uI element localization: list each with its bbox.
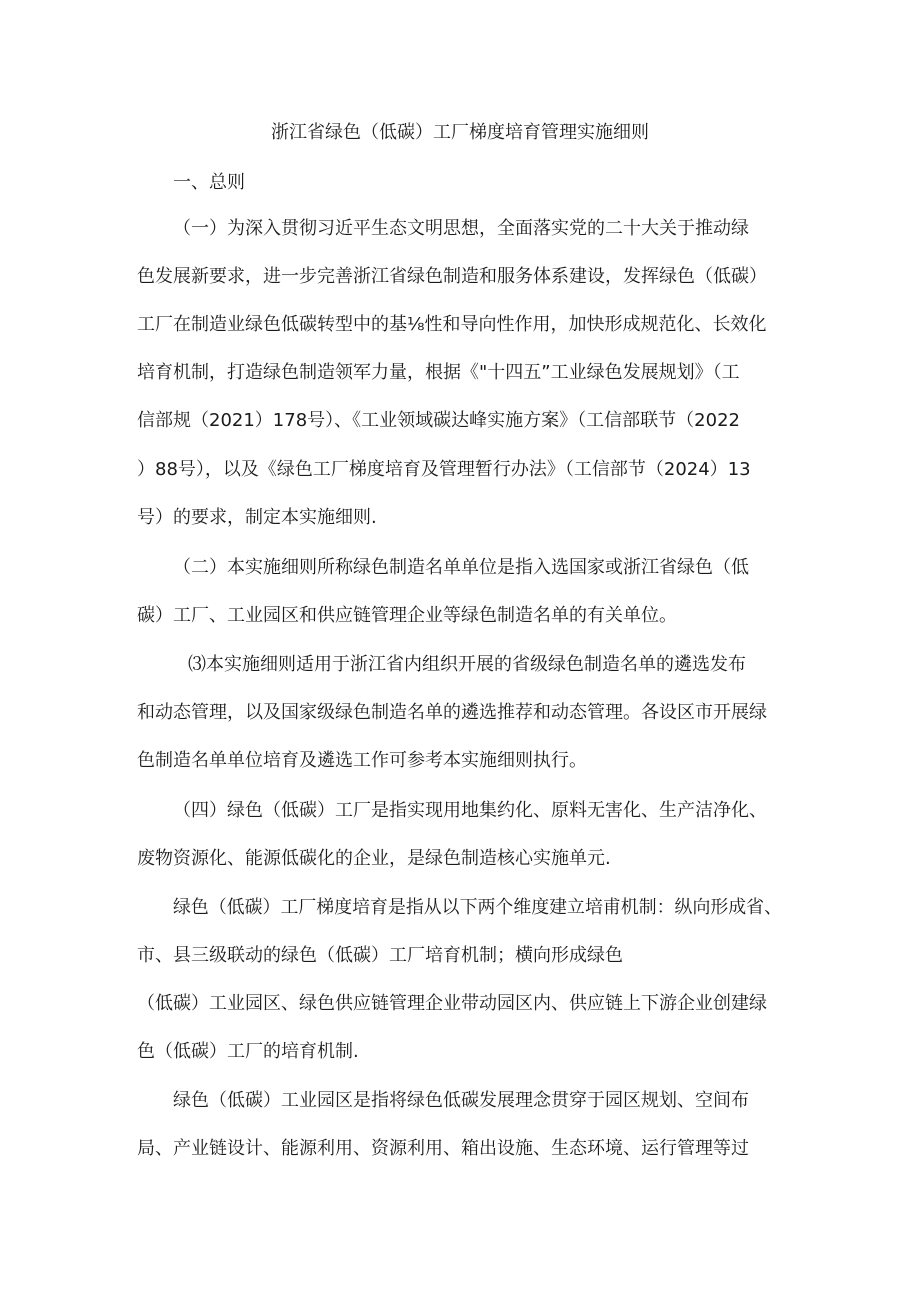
paragraph-line: 碳）工厂、工业园区和供应链管理企业等绿色制造名单的有关单位。 — [137, 605, 677, 626]
section-heading: 一、总则 — [173, 172, 245, 193]
paragraph-line: 绿色（低碳）工厂梯度培育是指从以下两个维度建立培甫机制：纵向形成省、 — [173, 897, 782, 918]
paragraph-line: 色发展新要求，进一步完善浙江省绿色制造和服务体系建设，发挥绿色（低碳） — [137, 266, 767, 287]
paragraph-line: （四）绿色（低碳）工厂是指实现用地集约化、原料无害化、生产洁净化、 — [173, 800, 767, 821]
paragraph-line: 绿色（低碳）工业园区是指将绿色低碳发展理念贯穿于园区规划、空间布 — [173, 1090, 749, 1111]
paragraph-line: 号）的要求，制定本实施细则. — [137, 507, 377, 528]
paragraph-line: 培育机制，打造绿色制造领军力量，根据《"十四五”工业绿色发展规划》（工 — [137, 362, 740, 383]
document-title: 浙江省绿色（低碳）工厂梯度培育管理实施细则 — [271, 122, 649, 143]
paragraph-line: 废物资源化、能源低碳化的企业，是绿色制造核心实施单元. — [137, 848, 611, 869]
paragraph-line: ）88号），以及《绿色工厂梯度培育及管理暂行办法》（工信部节（2024）13 — [137, 459, 751, 480]
paragraph-line: 市、县三级联动的绿色（低碳）工厂培育机制；横向形成绿色 — [137, 945, 623, 966]
paragraph-line: 色（低碳）工厂的培育机制. — [137, 1041, 359, 1062]
paragraph-line: 色制造名单单位培育及遴选工作可参考本实施细则执行。 — [137, 750, 587, 771]
paragraph-line: （二）本实施细则所称绿色制造名单单位是指入选国家或浙江省绿色（低 — [173, 557, 749, 578]
paragraph-line: （低碳）工业园区、绿色供应链管理企业带动园区内、供应链上下游企业创建绿 — [137, 993, 767, 1014]
paragraph-line: 局、产业链设计、能源利用、资源利用、箱出设施、生态环境、运行管理等过 — [137, 1138, 749, 1159]
paragraph-line: 和动态管理，以及国家级绿色制造名单的遴选推荐和动态管理。各设区市开展绿 — [137, 702, 767, 723]
paragraph-line: ⑶本实施细则适用于浙江省内组织开展的省级绿色制造名单的遴选发布 — [188, 654, 746, 675]
paragraph-line: 信部规（2021）178号）、《工业领域碳达峰实施方案》（工信部联节（2022 — [137, 410, 740, 431]
paragraph-line: （一）为深入贯彻习近平生态文明思想，全面落实党的二十大关于推动绿 — [173, 218, 749, 239]
paragraph-line: 工厂在制造业绿色低碳转型中的基⅛性和导向性作用，加快形成规范化、长效化 — [137, 314, 767, 335]
